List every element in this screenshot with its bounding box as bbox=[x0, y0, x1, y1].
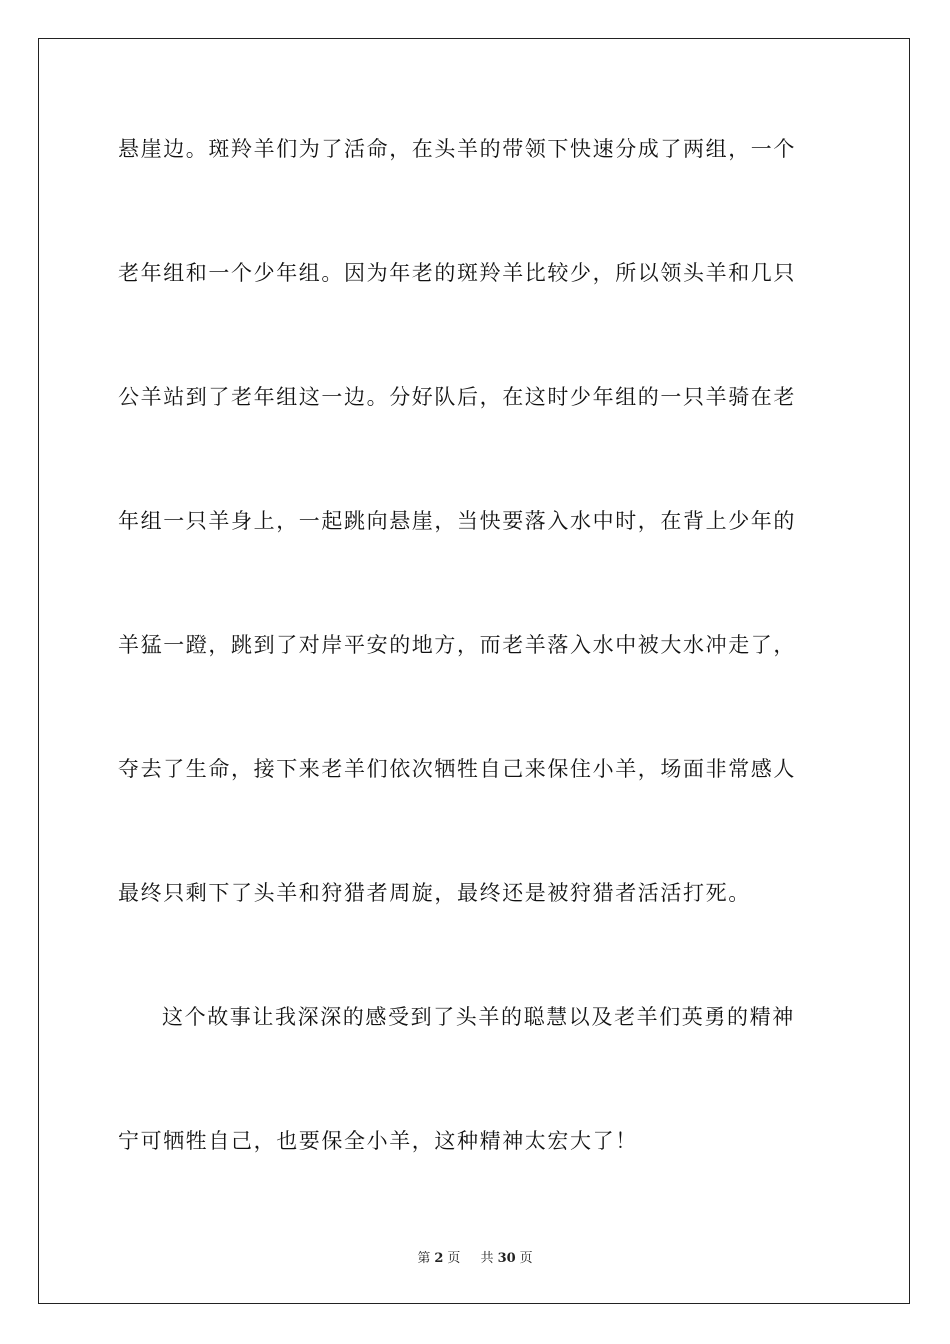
total-prefix: 共 bbox=[480, 1251, 494, 1266]
text-line-3: 公羊站到了老年组这一边。分好队后，在这时少年组的一只羊骑在老 bbox=[118, 385, 796, 409]
total-suffix: 页 bbox=[519, 1251, 533, 1266]
text-line-1: 悬崖边。斑羚羊们为了活命，在头羊的带领下快速分成了两组，一个 bbox=[118, 137, 796, 161]
page-number: 2 bbox=[434, 1251, 444, 1266]
total-indicator bbox=[477, 1251, 537, 1266]
text-line-2: 老年组和一个少年组。因为年老的斑羚羊比较少，所以领头羊和几只 bbox=[118, 261, 796, 285]
text-line-8-paragraph-start: 这个故事让我深深的感受到了头羊的聪慧以及老羊们英勇的精神 bbox=[162, 1005, 795, 1029]
text-line-6: 夺去了生命，接下来老羊们依次牺牲自己来保住小羊，场面非常感人 bbox=[118, 757, 796, 781]
page-suffix: 页 bbox=[447, 1251, 461, 1266]
total-number: 30 bbox=[497, 1251, 516, 1266]
page-prefix: 第 bbox=[417, 1251, 431, 1266]
page-footer bbox=[0, 1247, 950, 1266]
text-line-4: 年组一只羊身上，一起跳向悬崖，当快要落入水中时，在背上少年的 bbox=[118, 509, 796, 533]
text-line-9: 宁可牺牲自己，也要保全小羊，这种精神太宏大了！ bbox=[118, 1129, 638, 1153]
text-line-7: 最终只剩下了头羊和狩猎者周旋，最终还是被狩猎者活活打死。 bbox=[118, 881, 751, 905]
page-indicator bbox=[413, 1251, 464, 1266]
text-line-5: 羊猛一蹬，跳到了对岸平安的地方，而老羊落入水中被大水冲走了， bbox=[118, 633, 796, 657]
page-border bbox=[38, 38, 910, 1304]
